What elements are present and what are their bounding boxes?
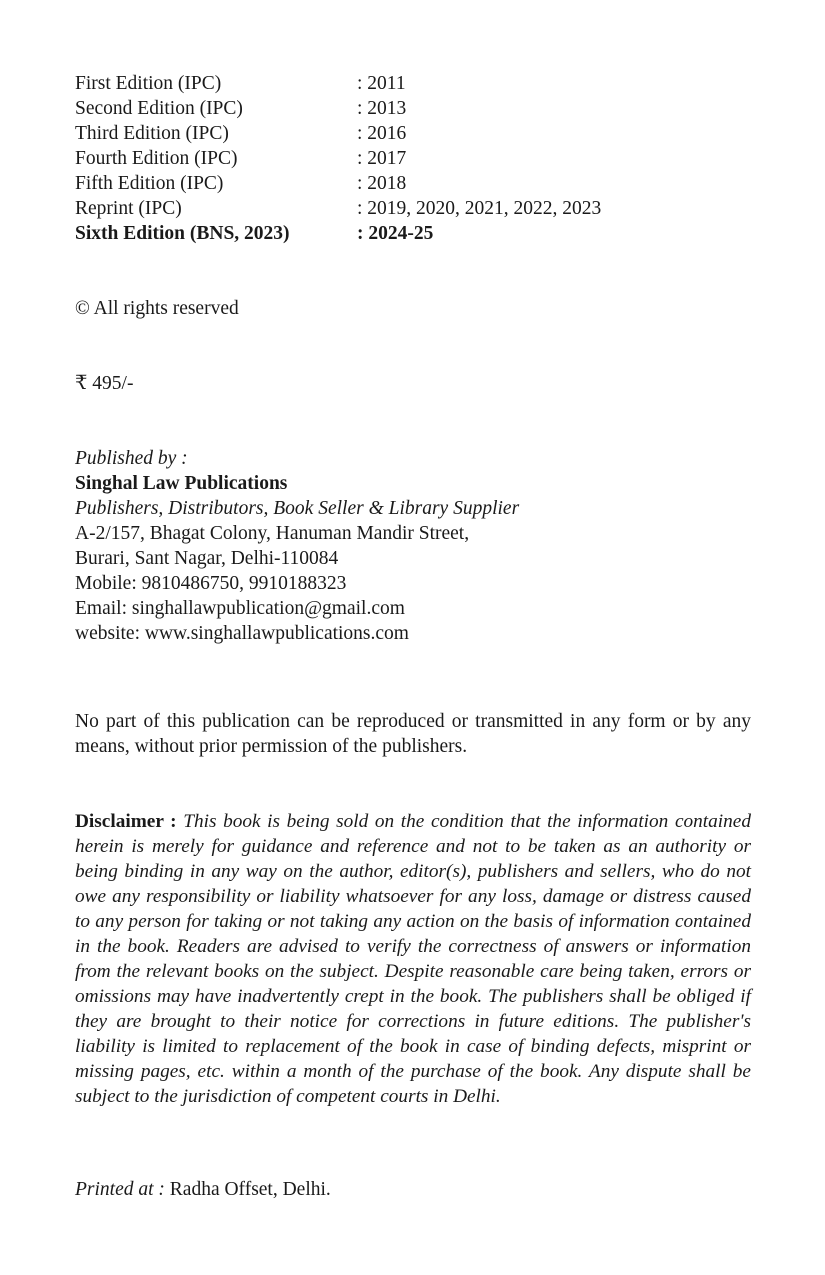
disclaimer-text: This book is being sold on the condition that the information contained herein is merely for guidance and reference and not to be taken as an authority or being binding in any way on the author, editor(s), publishers and sellers, who do not owe any responsibility or liability whatsoever for any loss, damage or distress caused to any person for taking or not taking any action on the basis of information contained in the book. Readers are advised to verify the correctness of answers or information from the relevant books on the subject. Despite reasonable care being taken, errors or omissions may have inadvertently crept in the book. The publishers shall be obliged if they are brought to their notice for corrections in future editions. The publisher's liability is limited to replacement of the book in case of binding defects, misprint or missing pages, etc. within a month of the purchase of the book. Any dispute shall be subject to the jurisdiction of competent courts in Delhi.: [75, 811, 751, 1107]
edition-row: [75, 71, 755, 96]
disclaimer: [75, 809, 751, 1109]
publisher-mobile: Mobile: 9810486750, 9910188323: [75, 573, 347, 594]
printer-label: Printed at :: [75, 1179, 165, 1200]
publisher-address-line2: Burari, Sant Nagar, Delhi-110084: [75, 548, 339, 569]
edition-label: Second Edition (IPC): [75, 98, 243, 119]
edition-row: [75, 121, 755, 146]
publisher-email: Email: singhallawpublication@gmail.com: [75, 598, 405, 619]
edition-label: Sixth Edition (BNS, 2023): [75, 223, 290, 244]
edition-year: : 2018: [357, 173, 407, 194]
price: ₹ 495/-: [75, 373, 134, 394]
edition-label: Reprint (IPC): [75, 198, 182, 219]
edition-year: : 2017: [357, 148, 407, 169]
edition-year: : 2019, 2020, 2021, 2022, 2023: [357, 198, 602, 219]
edition-row: [75, 171, 755, 196]
publisher-website: website: www.singhallawpublications.com: [75, 623, 409, 644]
edition-year: : 2016: [357, 123, 407, 144]
copyright-notice: © All rights reserved: [75, 298, 239, 319]
published-by-label: Published by :: [75, 448, 188, 469]
printer-value: Radha Offset, Delhi.: [169, 1179, 331, 1200]
publisher-name: Singhal Law Publications: [75, 473, 288, 494]
printer-info: [75, 1177, 331, 1202]
publisher-address-line1: A-2/157, Bhagat Colony, Hanuman Mandir Street,: [75, 523, 470, 544]
publisher-tagline: Publishers, Distributors, Book Seller & Library Supplier: [75, 498, 520, 519]
current-edition-row: [75, 221, 755, 246]
edition-label: Third Edition (IPC): [75, 123, 229, 144]
edition-label: Fifth Edition (IPC): [75, 173, 224, 194]
edition-label: Fourth Edition (IPC): [75, 148, 238, 169]
edition-row: [75, 96, 755, 121]
edition-row: [75, 146, 755, 171]
reproduction-notice: No part of this publication can be reproduced or transmitted in any form or by any means, without prior permission of the publishers.: [75, 711, 751, 757]
edition-year: : 2024-25: [357, 223, 434, 244]
edition-row: [75, 196, 755, 221]
edition-label: First Edition (IPC): [75, 73, 222, 94]
edition-year: : 2011: [357, 73, 406, 94]
disclaimer-label: Disclaimer :: [75, 811, 177, 832]
edition-year: : 2013: [357, 98, 407, 119]
